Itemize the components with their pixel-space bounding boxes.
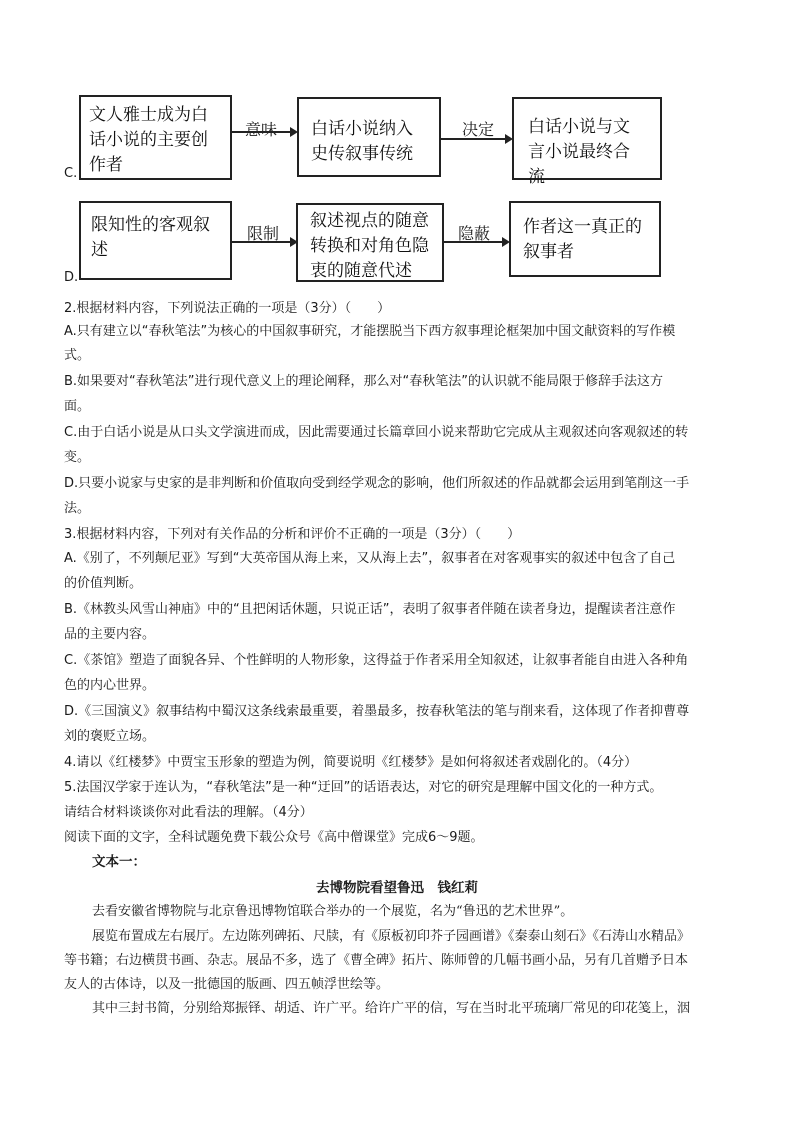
diagram-c-box-1: 文人雅士成为白话小说的主要创作者 — [79, 95, 232, 180]
q3-option-d-line-2: 刘的褒贬立场。 — [64, 729, 156, 744]
diagram-d-box-2: 叙述视点的随意转换和对角色隐衷的随意代述 — [296, 203, 444, 282]
diagram-c-box-2: 白话小说纳入史传叙事传统 — [297, 97, 441, 177]
diagram-c-arrow-2 — [441, 133, 513, 145]
q3-option-b-line-2: 品的主要内容。 — [64, 627, 156, 642]
diagram-d-arrow-1-label: 限制 — [247, 224, 280, 243]
q2-option-b-line-1: B.如果要对“春秋笔法”进行现代意义上的理论阐释，那么对“春秋笔法”的认识就不能局限于修辞手法这方 — [64, 374, 663, 389]
q3-option-a-line-1: A.《别了，不列颠尼亚》写到“大英帝国从海上来，又从海上去”，叙事者在对客观事实的叙述中包含了自己 — [64, 551, 676, 566]
diagram-d-arrow-2 — [444, 236, 510, 248]
diagram-d-box-1: 限知性的客观叙述 — [79, 201, 232, 280]
q3-option-d-line-1: D.《三国演义》叙事结构中蜀汉这条线索最重要，着墨最多，按春秋笔法的笔与削来看，这体现了作者抑曹尊 — [64, 704, 690, 719]
diagram-d-arrow-1 — [232, 236, 298, 248]
article-title: 去博物院看望鲁迅 钱红莉 — [316, 880, 478, 896]
article-para-1: 去看安徽省博物院与北京鲁迅博物馆联合举办的一个展览，名为“鲁迅的艺术世界”。 — [92, 904, 574, 919]
q3-option-a-line-2: 的价值判断。 — [64, 576, 143, 591]
q2-option-c-line-1: C.由于白话小说是从口头文学演进而成，因此需要通过长篇章回小说来帮助它完成从主观叙述向客观叙述的转 — [64, 425, 689, 440]
q2-option-a-line-2: 式。 — [64, 348, 91, 363]
article-para-2-line-1: 展览布置成左右展厅。左边陈列碑拓、尺牍，有《原板初印芥子园画谱》《秦泰山刻石》《石涛山水精品》 — [92, 929, 691, 944]
q5-text-line-2: 请结合材料谈谈你对此看法的理解。（4分） — [64, 805, 313, 820]
q2-option-c-line-2: 变。 — [64, 450, 91, 465]
article-para-2-line-3: 友人的古体诗，以及一批德国的版画、四五帧浮世绘等。 — [64, 977, 390, 992]
diagram-d-box-3: 作者这一真正的叙事者 — [509, 201, 661, 277]
diagram-d-letter: D. — [64, 270, 79, 285]
q2-option-d-line-2: 法。 — [64, 501, 91, 516]
diagram-c-arrow-1-label: 意味 — [245, 120, 278, 139]
q3-stem: 3.根据材料内容，下列对有关作品的分析和评价不正确的一项是（3分）（ ） — [64, 527, 521, 542]
diagram-c-arrow-1 — [232, 126, 298, 138]
q3-option-c-line-1: C.《茶馆》塑造了面貌各异、个性鲜明的人物形象，这得益于作者采用全知叙述，让叙事者能自由进入各种角 — [64, 653, 689, 668]
diagram-c-box-3: 白话小说与文言小说最终合流 — [512, 97, 662, 180]
q4-text: 4.请以《红楼梦》中贾宝玉形象的塑造为例，简要说明《红楼梦》是如何将叙述者戏剧化的。（4分） — [64, 755, 638, 770]
q3-option-c-line-2: 色的内心世界。 — [64, 678, 156, 693]
article-para-2-line-2: 等书籍；右边横贯书画、杂志。展品不多，选了《曹全碑》拓片、陈师曾的几幅书画小品，另有几首赠予日本 — [64, 953, 689, 968]
q3-option-b-line-1: B.《林教头风雪山神庙》中的“且把闲话休题，只说正话”，表明了叙事者伴随在读者身边，提醒读者注意作 — [64, 602, 676, 617]
diagram-c-arrow-2-label: 决定 — [462, 120, 495, 139]
text1-label: 文本一： — [92, 854, 146, 870]
article-para-3-line-1: 其中三封书简，分别给郑振铎、胡适、许广平。给许广平的信，写在当时北平琉璃厂常见的印花笺上，洇 — [92, 1001, 691, 1016]
q2-option-a-line-1: A.只有建立以“春秋笔法”为核心的中国叙事研究，才能摆脱当下西方叙事理论框架加中国文献资料的写作模 — [64, 324, 676, 339]
q2-option-b-line-2: 面。 — [64, 399, 91, 414]
q2-stem: 2.根据材料内容，下列说法正确的一项是（3分）（ ） — [64, 301, 391, 316]
diagram-c-letter: C. — [64, 166, 78, 181]
reading-intro: 阅读下面的文字，全科试题免费下载公众号《高中僧课堂》完成6～9题。 — [64, 830, 484, 845]
q5-text-line-1: 5.法国汉学家于连认为，“春秋笔法”是一种“迂回”的话语表达，对它的研究是理解中国文化的一种方式。 — [64, 780, 663, 795]
q2-option-d-line-1: D.只要小说家与史家的是非判断和价值取向受到经学观念的影响，他们所叙述的作品就都会运用到笔削这一手 — [64, 476, 690, 491]
diagram-d-arrow-2-label: 隐蔽 — [458, 224, 491, 243]
